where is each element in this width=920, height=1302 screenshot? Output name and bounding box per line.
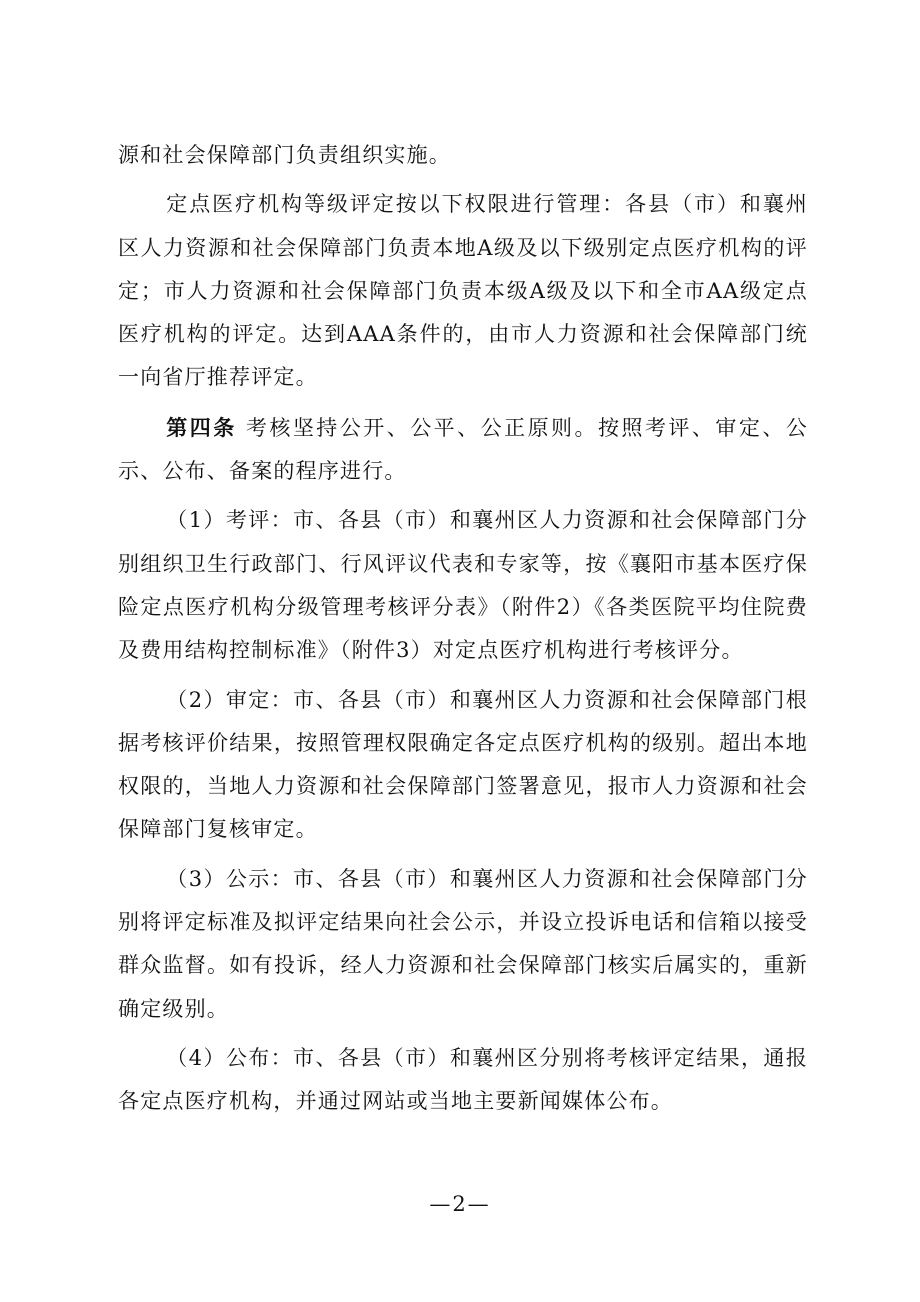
paragraph-item-announcement: [118, 1037, 808, 1124]
paragraph-item-review: [118, 679, 808, 852]
paragraph-continuation: [118, 134, 808, 177]
paragraph-text: （1）考评：市、各县（市）和襄州区人力资源和社会保障部门分别组织卫生行政部门、行风评议代表和专家等，按《襄阳市基本医疗保险定点医疗机构分级管理考核评分表》（附件2）《各类医院平均住院费及费用结构控制标准》（附件3）对定点医疗机构进行考核评分。: [118, 508, 808, 663]
paragraph-text: 考核坚持公开、公平、公正原则。按照考评、审定、公示、公布、备案的程序进行。: [118, 415, 808, 484]
document-body: [118, 134, 808, 1130]
paragraph-item-evaluation: [118, 499, 808, 672]
page-number: —2—: [429, 1192, 491, 1216]
paragraph-article-four: [118, 406, 808, 494]
paragraph-text: 定点医疗机构等级评定按以下权限进行管理：各县（市）和襄州区人力资源和社会保障部门负责本地A级及以下级别定点医疗机构的评定；市人力资源和社会保障部门负责本级A级及以下和全市AA级定点医疗机构的评定。达到AAA条件的，由市人力资源和社会保障部门统一向省厅推荐评定。: [118, 192, 808, 390]
paragraph-text: 源和社会保障部门负责组织实施。: [118, 143, 451, 167]
paragraph-text: （2）审定：市、各县（市）和襄州区人力资源和社会保障部门根据考核评价结果，按照管理权限确定各定点医疗机构的级别。超出本地权限的，当地人力资源和社会保障部门签署意见，报市人力资源和社会保障部门复核审定。: [118, 687, 808, 842]
paragraph-text: （3）公示：市、各县（市）和襄州区人力资源和社会保障部门分别将评定标准及拟评定结果向社会公示，并设立投诉电话和信箱以接受群众监督。如有投诉，经人力资源和社会保障部门核实后属实的，重新确定级别。: [118, 866, 808, 1021]
paragraph-text: （4）公布：市、各县（市）和襄州区分别将考核评定结果，通报各定点医疗机构，并通过网站或当地主要新闻媒体公布。: [118, 1045, 808, 1114]
article-heading: 第四条: [166, 414, 237, 440]
paragraph-item-publicity: [118, 858, 808, 1031]
paragraph-permissions: [118, 183, 808, 399]
